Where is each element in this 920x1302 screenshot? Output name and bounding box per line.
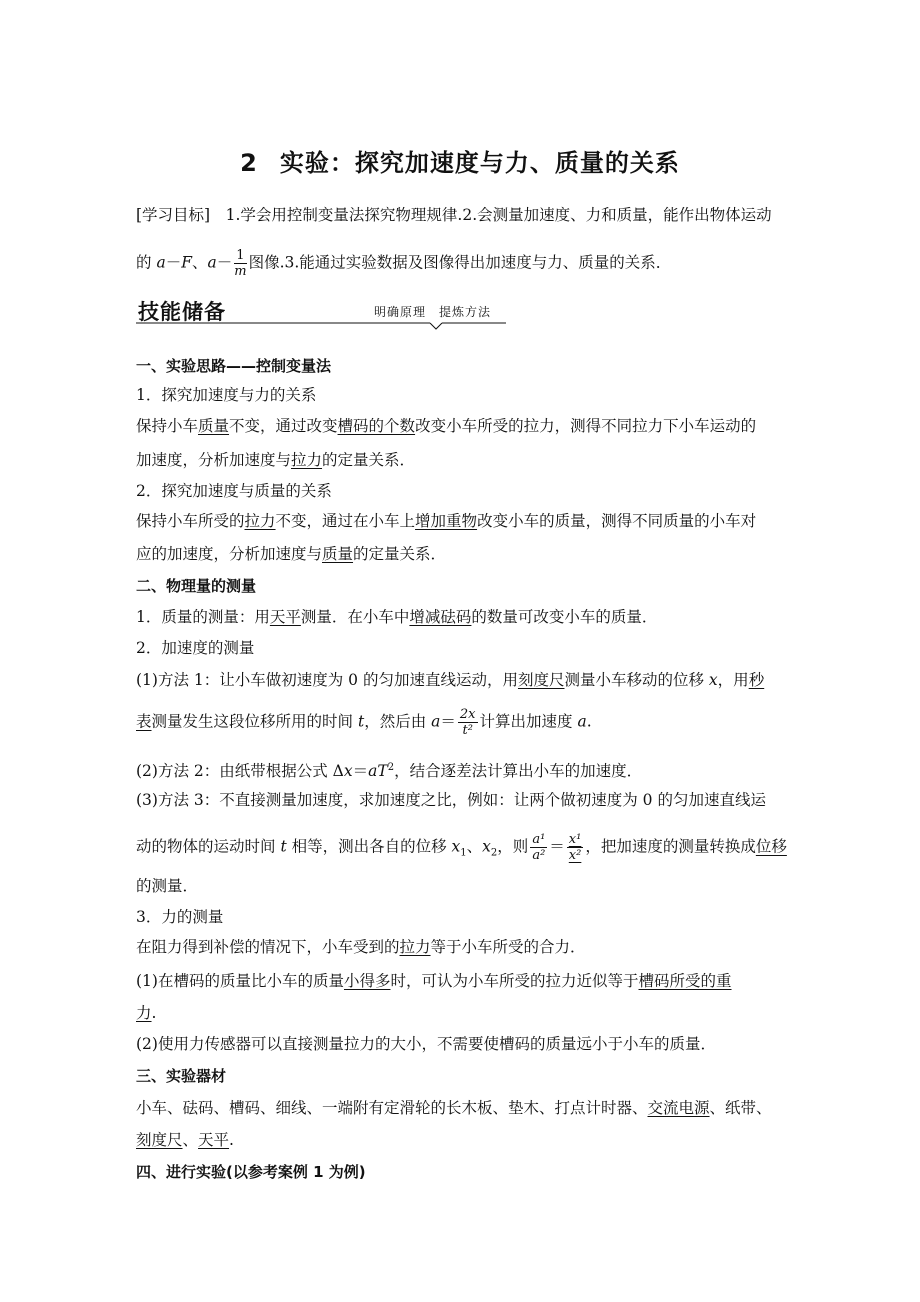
text: 加速度，分析加速度与 bbox=[136, 451, 292, 469]
heading-2: 二、物理量的测量 bbox=[136, 577, 257, 595]
answer-blank: 力 bbox=[136, 1004, 152, 1022]
s1-p1-title: 1．探究加速度与力的关系 bbox=[136, 386, 317, 404]
text: 、 bbox=[191, 253, 208, 272]
text: 的定量关系． bbox=[322, 451, 416, 469]
page-title bbox=[0, 143, 920, 178]
answer-blank: 槽码的个数 bbox=[337, 417, 416, 435]
var-a: a bbox=[207, 253, 217, 272]
s3-line1 bbox=[136, 1097, 786, 1119]
text: 、 bbox=[466, 837, 483, 856]
fraction-numerator: 1 bbox=[234, 248, 246, 264]
answer-blank: 拉力 bbox=[291, 451, 323, 469]
fraction-numerator bbox=[567, 832, 584, 848]
text: － bbox=[216, 253, 233, 272]
s1-p2-line1 bbox=[136, 510, 786, 532]
answer-blank: 增加重物 bbox=[415, 512, 478, 530]
text: 、纸带、 bbox=[709, 1099, 772, 1117]
text: (2)方法 2：由纸带根据公式 Δ bbox=[136, 762, 344, 781]
var-a: a bbox=[577, 712, 587, 731]
s2-m31-line2 bbox=[136, 1002, 786, 1024]
var-a: a bbox=[431, 712, 441, 731]
objectives-label: [学习目标] bbox=[136, 206, 211, 224]
text: 改变小车的质量，测得不同质量的小车对 bbox=[477, 512, 757, 530]
text: ，然后由 bbox=[364, 712, 432, 731]
section-number: 2 bbox=[240, 149, 258, 177]
text: a¹ bbox=[532, 832, 546, 847]
s3-line2 bbox=[136, 1129, 786, 1151]
answer-blank: 表 bbox=[136, 712, 152, 731]
fraction-numerator bbox=[530, 832, 547, 848]
var-x: x bbox=[343, 762, 353, 781]
s2-m23-line2 bbox=[136, 832, 786, 865]
fraction-1-over-m bbox=[234, 248, 246, 279]
objectives-line-2 bbox=[136, 248, 786, 279]
var-t: t bbox=[280, 837, 287, 856]
subscript: 2 bbox=[490, 847, 498, 859]
s2-m23-line1: (3)方法 3：不直接测量加速度，求加速度之比，例如：让两个做初速度为 0 的匀加速直线运 bbox=[136, 791, 766, 809]
text: ＝ bbox=[440, 712, 456, 731]
text: 改变小车所受的拉力，测得不同拉力下小车运动的 bbox=[415, 417, 757, 435]
s2-m22 bbox=[136, 757, 786, 782]
answer-blank: 小得多 bbox=[343, 972, 391, 990]
s2-m21-line1 bbox=[136, 669, 786, 691]
text: a² bbox=[532, 848, 546, 863]
answer-blank: 秒 bbox=[748, 671, 765, 689]
objectives-line-1 bbox=[136, 204, 786, 226]
text: ，把加速度的测量转换成 bbox=[585, 837, 756, 856]
text: 的定量关系． bbox=[353, 545, 447, 563]
banner-subtitle: 明确原理 提炼方法 bbox=[374, 305, 492, 319]
fraction-denominator bbox=[567, 848, 584, 863]
answer-blank: 位移 bbox=[755, 837, 787, 856]
answer-blank: 刻度尺 bbox=[136, 1131, 183, 1149]
text: ，结合逐差法计算出小车的加速度． bbox=[394, 762, 643, 781]
var-t: t bbox=[357, 712, 365, 731]
banner-title: 技能储备 bbox=[138, 300, 226, 324]
s1-p1-line2 bbox=[136, 449, 786, 471]
title-text: 实验：探究加速度与力、质量的关系 bbox=[279, 149, 680, 177]
s2-m1 bbox=[136, 606, 786, 628]
var-x: x bbox=[482, 837, 491, 856]
answer-blank: 质量 bbox=[198, 417, 230, 435]
s2-m31-line1 bbox=[136, 970, 786, 992]
text: (1)方法 1：让小车做初速度为 0 的匀加速直线运动，用 bbox=[136, 671, 518, 689]
text: 相等，测出各自的位移 bbox=[286, 837, 452, 856]
s1-p2-line2 bbox=[136, 543, 786, 565]
text: (1)在槽码的质量比小车的质量 bbox=[136, 972, 344, 990]
answer-blank: 增减砝码 bbox=[409, 608, 472, 626]
answer-blank: 质量 bbox=[322, 545, 354, 563]
text: . bbox=[586, 712, 592, 731]
s1-p1-line1 bbox=[136, 415, 786, 437]
text: 2x bbox=[459, 707, 476, 722]
answer-blank: 拉力 bbox=[399, 938, 431, 956]
text: ，则 bbox=[497, 837, 529, 856]
answer-blank: 天平 bbox=[198, 1131, 230, 1149]
text: 动的物体的运动时间 bbox=[136, 837, 281, 856]
text: ，用 bbox=[717, 671, 749, 689]
s2-m21-line2 bbox=[136, 707, 786, 738]
text: 保持小车 bbox=[136, 417, 199, 435]
text: 测量．在小车中 bbox=[300, 608, 410, 626]
s2-m3-line bbox=[136, 936, 786, 958]
fraction-denominator bbox=[458, 723, 478, 738]
s2-m23-line3: 的测量． bbox=[136, 877, 199, 895]
s2-m2-title: 2．加速度的测量 bbox=[136, 639, 255, 657]
fraction-a1-over-a2 bbox=[530, 832, 547, 863]
answer-blank: 拉力 bbox=[244, 512, 276, 530]
answer-blank: 刻度尺 bbox=[517, 671, 565, 689]
subscript: 1 bbox=[460, 847, 467, 859]
fraction-denominator: m bbox=[234, 264, 247, 279]
text: ＝ bbox=[549, 837, 565, 856]
text: 时，可认为小车所受的拉力近似等于 bbox=[390, 972, 639, 990]
text: 的 bbox=[136, 253, 157, 272]
text: － bbox=[165, 253, 182, 272]
fraction-denominator bbox=[530, 848, 547, 863]
answer-blank: x¹ bbox=[568, 832, 582, 847]
text: 图像.3.能通过实验数据及图像得出加速度与力、质量的关系． bbox=[248, 253, 672, 272]
answer-blank: 槽码所受的重 bbox=[638, 972, 732, 990]
text: 应的加速度，分析加速度与 bbox=[136, 545, 323, 563]
fraction-numerator bbox=[458, 707, 478, 723]
text: 计算出加速度 bbox=[479, 712, 578, 731]
var-x: x bbox=[708, 671, 718, 689]
text: 等于小车所受的合力． bbox=[430, 938, 586, 956]
s2-m32: (2)使用力传感器可以直接测量拉力的大小，不需要使槽码的质量远小于小车的质量． bbox=[136, 1035, 716, 1053]
fraction-x1-over-x2 bbox=[567, 832, 584, 863]
text: 1．质量的测量：用 bbox=[136, 608, 270, 626]
objectives-text: 1.学会用控制变量法探究物理规律.2.会测量加速度、力和质量，能作出物体运动 bbox=[225, 206, 772, 224]
text: 的数量可改变小车的质量． bbox=[471, 608, 658, 626]
text: 在阻力得到补偿的情况下，小车受到的 bbox=[136, 938, 400, 956]
var-x: x bbox=[451, 837, 461, 856]
text: 小车、砝码、槽码、细线、一端附有定滑轮的长木板、垫木、打点计时器、 bbox=[136, 1099, 648, 1117]
heading-3: 三、实验器材 bbox=[136, 1067, 227, 1085]
text: 测量发生这段位移所用的时间 bbox=[151, 712, 358, 731]
skill-banner bbox=[136, 296, 506, 330]
text: 测量小车移动的位移 bbox=[564, 671, 709, 689]
heading-4: 四、进行实验(以参考案例 1 为例) bbox=[136, 1163, 366, 1181]
text: . bbox=[151, 1004, 157, 1022]
answer-blank: 天平 bbox=[269, 608, 301, 626]
fraction-2x-over-t2 bbox=[458, 707, 478, 738]
answer-blank: x² bbox=[568, 848, 582, 863]
text: 不变，通过改变 bbox=[229, 417, 338, 435]
var-aT: aT bbox=[368, 762, 388, 781]
heading-1: 一、实验思路——控制变量法 bbox=[136, 357, 332, 375]
s1-p2-title: 2．探究加速度与质量的关系 bbox=[136, 482, 332, 500]
text: ＝ bbox=[352, 762, 369, 781]
text: 不变，通过在小车上 bbox=[275, 512, 416, 530]
superscript: 2 bbox=[387, 762, 395, 773]
answer-blank: 交流电源 bbox=[647, 1099, 710, 1117]
s2-m3-title: 3．力的测量 bbox=[136, 908, 224, 926]
var-F: F bbox=[181, 253, 192, 272]
text: 保持小车所受的 bbox=[136, 512, 245, 530]
var-a: a bbox=[156, 253, 166, 272]
text: 、 bbox=[182, 1131, 199, 1149]
text: t² bbox=[462, 723, 473, 738]
text: . bbox=[229, 1131, 234, 1149]
